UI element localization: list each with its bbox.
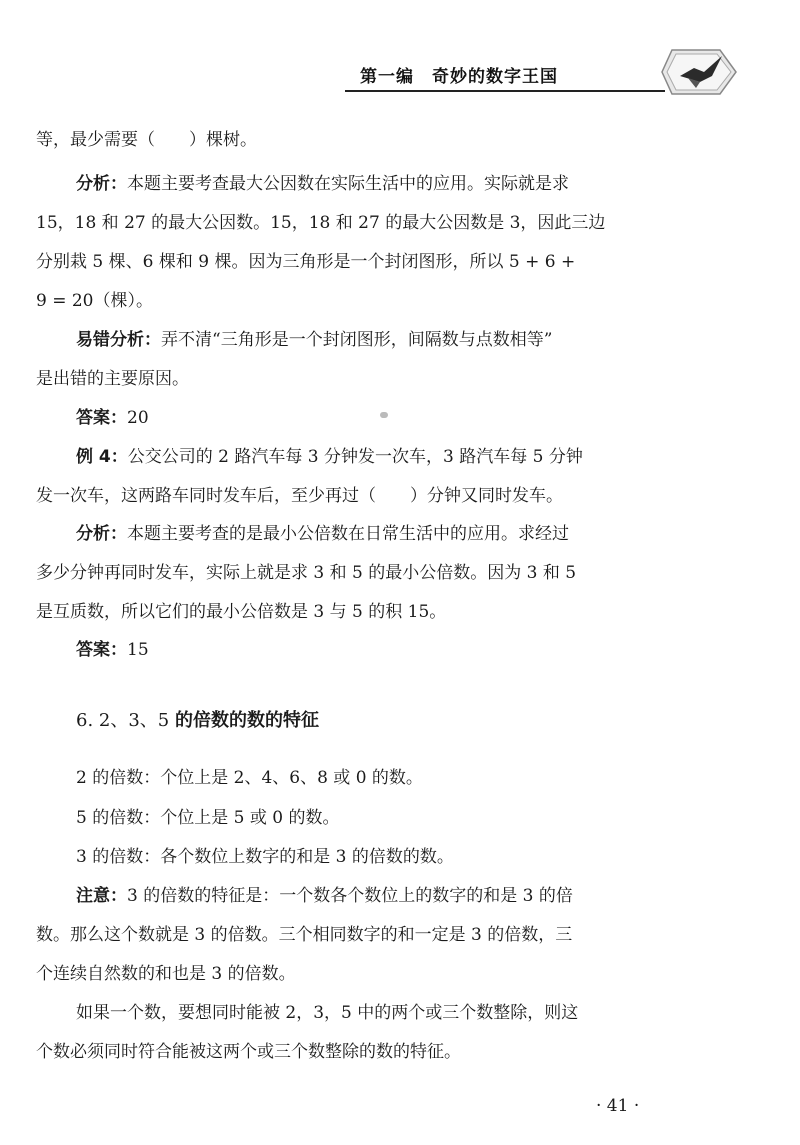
analysis-label: 分析： [76, 524, 127, 544]
text-line: 是出错的主要原因。 [36, 369, 189, 389]
section-title: 的倍数的数的特征 [174, 710, 319, 731]
text-line: 分别栽 5 棵、6 棵和 9 棵。因为三角形是一个封闭图形，所以 5 + 6 + [36, 252, 576, 272]
chapter-title: 第一编 奇妙的数字王国 [360, 67, 558, 87]
eagle-emblem-icon [660, 42, 740, 100]
answer-label: 答案： [76, 640, 127, 660]
analysis-paragraph [76, 522, 569, 546]
page-number: · 41 · [596, 1096, 640, 1116]
text-line: 等，最少需要（ ）棵树。 [36, 130, 257, 150]
answer-value: 20 [127, 408, 149, 428]
note-label: 注意： [76, 886, 127, 906]
text-line: 是互质数，所以它们的最小公倍数是 3 与 5 的积 15。 [36, 602, 447, 622]
rule-line: 3 的倍数：各个数位上数字的和是 3 的倍数的数。 [76, 847, 454, 867]
text-line: 个连续自然数的和也是 3 的倍数。 [36, 964, 296, 984]
section-heading [76, 708, 319, 734]
text-line: 多少分钟再同时发车，实际上就是求 3 和 5 的最小公倍数。因为 3 和 5 [36, 563, 577, 583]
text-line: 弄不清“三角形是一个封闭图形，间隔数与点数相等” [161, 330, 553, 350]
answer-line [76, 638, 149, 662]
text-line: 9 = 20（棵）。 [36, 291, 153, 311]
answer-line [76, 406, 149, 430]
note-paragraph [76, 884, 573, 908]
error-analysis-paragraph [76, 328, 552, 352]
answer-value: 15 [127, 640, 149, 660]
example-label: 例 4： [76, 447, 128, 467]
text-line: 公交公司的 2 路汽车每 3 分钟发一次车，3 路汽车每 5 分钟 [127, 447, 583, 467]
text-line: 数。那么这个数就是 3 的倍数。三个相同数字的和一定是 3 的倍数，三 [36, 925, 573, 945]
header-rule [345, 90, 665, 92]
answer-label: 答案： [76, 408, 127, 428]
error-analysis-label: 易错分析： [76, 330, 161, 350]
text-line: 个数必须同时符合能被这两个或三个数整除的数的特征。 [36, 1042, 461, 1062]
text-line: 3 的倍数的特征是：一个数各个数位上的数字的和是 3 的倍 [127, 886, 573, 906]
text-line: 如果一个数，要想同时能被 2，3，5 中的两个或三个数整除，则这 [76, 1003, 579, 1023]
section-number: 6. 2、3、5 [76, 710, 175, 731]
text-line: 本题主要考查的是最小公倍数在日常生活中的应用。求经过 [127, 524, 569, 544]
page-header [0, 0, 800, 100]
text-line: 15，18 和 27 的最大公因数。15，18 和 27 的最大公因数是 3，因此三边 [36, 213, 606, 233]
text-line: 本题主要考查最大公因数在实际生活中的应用。实际就是求 [127, 174, 569, 194]
example-paragraph [76, 445, 583, 469]
analysis-paragraph [76, 172, 569, 196]
analysis-label: 分析： [76, 174, 127, 194]
rule-line: 5 的倍数：个位上是 5 或 0 的数。 [76, 808, 340, 828]
rule-line: 2 的倍数：个位上是 2、4、6、8 或 0 的数。 [76, 768, 423, 788]
text-line: 发一次车，这两路车同时发车后，至少再过（ ）分钟又同时发车。 [36, 486, 563, 506]
scan-smudge [380, 412, 388, 418]
